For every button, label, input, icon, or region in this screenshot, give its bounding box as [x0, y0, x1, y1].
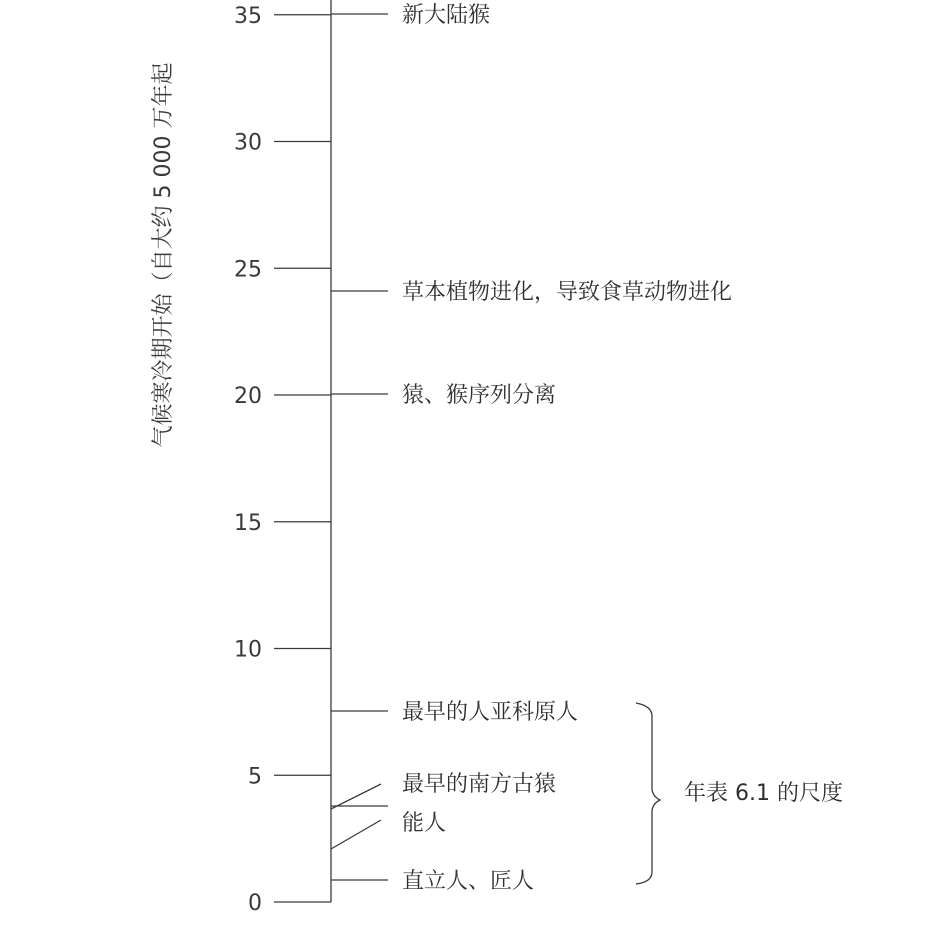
event-label: 新大陆猴: [402, 3, 491, 28]
event-label: 最早的南方古猿: [402, 772, 557, 797]
tick-label: 20: [234, 384, 262, 409]
tick-group: [234, 4, 331, 916]
event-label: 草本植物进化，导致食草动物进化: [402, 280, 733, 305]
event-label: 最早的人亚科原人: [402, 700, 579, 725]
tick-label: 30: [234, 130, 262, 156]
tick-label: 25: [234, 257, 262, 283]
scale-bracket: [636, 703, 660, 884]
tick-label: 10: [234, 637, 262, 663]
bracket-label: 年表 6.1 的尺度: [684, 781, 843, 806]
event-label: 直立人、匠人: [402, 869, 535, 894]
axis-title: 气候寒冷期开始（自大约 5 000 万年起: [151, 62, 176, 448]
event-label: 能人: [402, 811, 447, 836]
event-connector: [331, 820, 381, 849]
event-connector: [331, 784, 381, 809]
tick-label: 15: [234, 510, 262, 536]
event-label: 猿、猴序列分离: [402, 383, 557, 408]
tick-label: 5: [248, 764, 262, 790]
event-group: [331, 3, 732, 894]
tick-label: 0: [248, 891, 262, 916]
tick-label: 35: [234, 3, 262, 29]
